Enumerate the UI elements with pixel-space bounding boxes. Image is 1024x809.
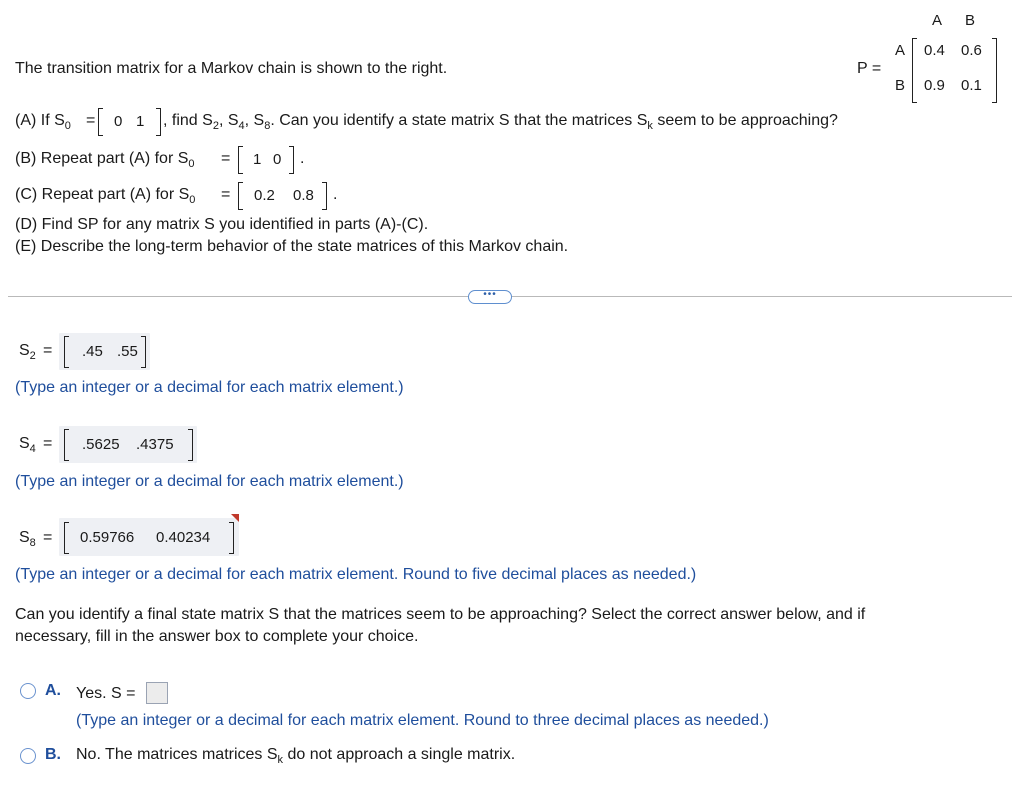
s8-eq: = — [43, 529, 53, 546]
part-b-end: . — [300, 150, 305, 167]
part-c-eq: = — [221, 186, 231, 203]
vec-c-el-2: 0.8 — [293, 187, 314, 204]
expand-more-button[interactable]: ••• — [468, 290, 512, 304]
option-b-radio[interactable] — [20, 748, 36, 764]
part-a-prefix: (A) If $S_0$ — [15, 112, 71, 132]
s4-hint: (Type an integer or a decimal for each matrix element.) — [15, 473, 404, 490]
vec-c-right-bracket — [322, 182, 327, 210]
matrix-cell-ba: 0.9 — [924, 77, 945, 94]
vec-a-left-bracket — [98, 108, 103, 136]
s8-right-bracket — [229, 522, 234, 554]
s4-right-bracket — [188, 429, 193, 461]
part-c-prefix: (C) Repeat part (A) for $S_0$ — [15, 186, 196, 206]
s8-value-2: 0.40234 — [156, 529, 211, 546]
s4-answer-box[interactable] — [59, 426, 197, 463]
vec-c-left-bracket — [238, 182, 243, 210]
vec-a-el-1: 0 — [114, 113, 123, 130]
vec-c-el-1: 0.2 — [254, 187, 275, 204]
vec-b-el-2: 0 — [273, 151, 282, 168]
matrix-col-label-b: B — [965, 12, 976, 29]
matrix-p-label: P = — [857, 60, 882, 77]
part-b-eq: = — [221, 150, 231, 167]
s2-hint: (Type an integer or a decimal for each matrix element.) — [15, 379, 404, 396]
matrix-cell-ab: 0.6 — [961, 42, 982, 59]
final-question-line-1: Can you identify a final state matrix S that the matrices seem to be approaching? Select the correct answer below, and if — [15, 606, 866, 623]
part-c-end: . — [333, 186, 338, 203]
s4-label: $S_4$ — [19, 435, 36, 455]
part-a-question: , find $S_2$, $S_4$, $S_8$. Can you identify a state matrix S that the matrices $S_k$ seem to be approaching? — [163, 112, 838, 132]
matrix-right-bracket — [992, 38, 997, 103]
s8-label: $S_8$ — [19, 529, 36, 549]
s4-eq: = — [43, 435, 53, 452]
part-e: (E) Describe the long-term behavior of the state matrices of this Markov chain. — [15, 238, 569, 255]
matrix-left-bracket — [912, 38, 917, 103]
intro-text: The transition matrix for a Markov chain is shown to the right. — [15, 60, 448, 77]
matrix-row-label-a: A — [895, 42, 906, 59]
vec-a-el-2: 1 — [136, 113, 145, 130]
s2-right-bracket — [141, 336, 146, 368]
matrix-col-label-a: A — [932, 12, 943, 29]
s4-value-2: .4375 — [136, 436, 174, 453]
s8-hint: (Type an integer or a decimal for each matrix element. Round to five decimal places as needed.) — [15, 566, 697, 583]
matrix-cell-aa: 0.4 — [924, 42, 945, 59]
option-a-letter: A. — [45, 682, 61, 699]
final-question-line-2: necessary, fill in the answer box to complete your choice. — [15, 628, 419, 645]
matrix-cell-bb: 0.1 — [961, 77, 982, 94]
s2-left-bracket — [64, 336, 69, 368]
s4-left-bracket — [64, 429, 69, 461]
s8-value-1: 0.59766 — [80, 529, 135, 546]
s2-eq: = — [43, 342, 53, 359]
s8-left-bracket — [64, 522, 69, 554]
vec-b-right-bracket — [289, 146, 294, 174]
option-a-radio[interactable] — [20, 683, 36, 699]
vec-b-left-bracket — [238, 146, 243, 174]
incorrect-flag-icon — [231, 514, 239, 522]
s2-value-2: .55 — [117, 343, 138, 360]
option-a-text: Yes. S = — [76, 685, 136, 702]
option-b-letter: B. — [45, 746, 61, 763]
vec-b-el-1: 1 — [253, 151, 262, 168]
option-b-text: No. The matrices matrices $S_k$ do not approach a single matrix. — [76, 746, 516, 766]
matrix-row-label-b: B — [895, 77, 906, 94]
part-b-prefix: (B) Repeat part (A) for $S_0$ — [15, 150, 195, 170]
s2-value-1: .45 — [82, 343, 103, 360]
option-a-hint: (Type an integer or a decimal for each matrix element. Round to three decimal places as needed.) — [76, 712, 769, 729]
s4-value-1: .5625 — [82, 436, 120, 453]
option-a-answer-input[interactable] — [146, 682, 168, 704]
part-a-eq: = — [86, 112, 96, 129]
s2-label: $S_2$ — [19, 342, 36, 362]
vec-a-right-bracket — [156, 108, 161, 136]
part-d: (D) Find SP for any matrix S you identified in parts (A)-(C). — [15, 216, 429, 233]
